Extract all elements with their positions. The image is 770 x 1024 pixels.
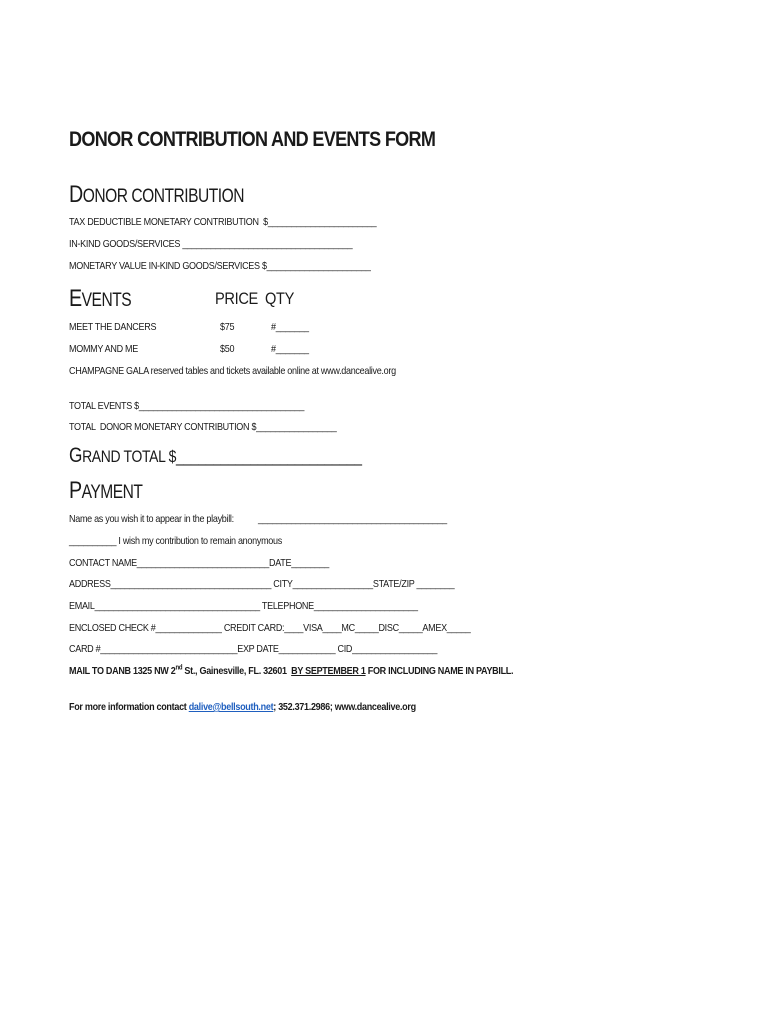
events-heading-rest: VENTS	[81, 290, 132, 311]
event-name: MEET THE DANCERS	[69, 321, 157, 333]
donor-heading-rest: ONOR CONTRIBUTION	[82, 186, 245, 207]
grand-total-initial: G	[69, 444, 83, 467]
grand-total-line[interactable]	[69, 444, 362, 468]
price-column-header: PRICE	[215, 289, 258, 308]
form-title: DONOR CONTRIBUTION AND EVENTS FORM	[69, 128, 436, 151]
address-line[interactable]: ADDRESS__________________________________ CITY_________________STATE/ZIP ________	[69, 578, 455, 590]
mail-city: St., Gainesville, FL. 32601	[182, 665, 292, 677]
donor-heading	[69, 181, 244, 209]
playbill-name-field[interactable]: ________________________________________	[258, 513, 447, 525]
grand-total-blank[interactable]: _________________________	[176, 447, 362, 466]
email-line[interactable]: EMAIL___________________________________ TELEPHONE______________________	[69, 600, 418, 612]
payment-heading	[69, 477, 142, 505]
more-info-suffix: ; 352.371.2986; www.dancealive.org	[273, 701, 416, 713]
event-qty-field[interactable]: #_______	[271, 343, 309, 355]
payment-heading-initial: P	[69, 477, 82, 504]
contact-email-link[interactable]: dalive@bellsouth.net	[188, 701, 274, 713]
grand-total-label: RAND TOTAL $	[82, 447, 177, 466]
card-line[interactable]: CARD #_____________________________EXP DATE____________ CID__________________	[69, 643, 438, 655]
payment-heading-rest: AYMENT	[81, 482, 143, 503]
events-heading	[69, 285, 131, 313]
event-price: $75	[220, 321, 235, 333]
in-kind-value-line[interactable]: MONETARY VALUE IN-KIND GOODS/SERVICES $______________________	[69, 260, 371, 272]
event-qty-field[interactable]: #_______	[271, 321, 309, 333]
anonymous-line[interactable]: __________ I wish my contribution to remain anonymous	[69, 535, 282, 547]
mail-deadline: BY SEPTEMBER 1	[291, 665, 366, 677]
mail-instruction	[69, 665, 513, 677]
mail-ordinal: nd	[175, 664, 183, 672]
events-heading-initial: E	[69, 285, 82, 312]
qty-column-header: QTY	[265, 289, 295, 308]
more-info-line	[69, 701, 416, 713]
total-events-line[interactable]: TOTAL EVENTS $___________________________________	[69, 400, 305, 412]
enclosed-check-line[interactable]: ENCLOSED CHECK #______________ CREDIT CARD:____VISA____MC_____DISC_____AMEX_____	[69, 622, 471, 634]
total-donor-line[interactable]: TOTAL DONOR MONETARY CONTRIBUTION $_________________	[69, 421, 337, 433]
playbill-name-label: Name as you wish it to appear in the playbill:	[69, 513, 234, 525]
event-price: $50	[220, 343, 235, 355]
tax-deductible-line[interactable]: TAX DEDUCTIBLE MONETARY CONTRIBUTION $_______________________	[69, 216, 377, 228]
contact-name-line[interactable]: CONTACT NAME____________________________DATE________	[69, 557, 329, 569]
more-info-prefix: For more information contact	[69, 701, 189, 713]
donor-heading-initial: D	[69, 181, 83, 208]
event-name: MOMMY AND ME	[69, 343, 138, 355]
mail-suffix: FOR INCLUDING NAME IN PAYBILL.	[365, 665, 514, 677]
in-kind-goods-line[interactable]: IN-KIND GOODS/SERVICES ____________________________________	[69, 238, 353, 250]
mail-address: MAIL TO DANB 1325 NW 2	[69, 665, 176, 677]
gala-note: CHAMPAGNE GALA reserved tables and tickets available online at www.dancealive.org	[69, 365, 396, 377]
